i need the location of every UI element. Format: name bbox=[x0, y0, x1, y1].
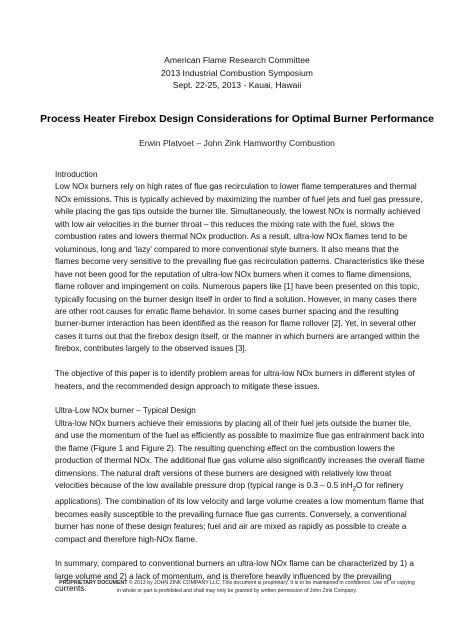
paragraph-text-part: Ultra-low NOx burners achieve their emissions by placing all of their fuel jets outside the burner tile, and use the momentum of the fuel as efficiently as possible to maximize flue gas entrainment back into the flame (Figure 1 and Figure 2). The resulting quenching effect on the combustion lowers the production of thermal NOx. The additional flue gas volume also significantly increases the overall flame dimensions. The natural draft versions of these burners are designed with relatively low throat velocities because of the low available pressure drop (typical range is 0.3 – 0.5 inH bbox=[55, 418, 425, 491]
typical-design-paragraph-2: In summary, compared to conventional burners an ultra-low NOx flame can be characterized by 1) a large volume and 2) a lack of momentum, and is therefore heavily influenced by the prevailing currents. bbox=[55, 559, 414, 594]
footer-text: © 2013 by JOHN ZINK COMPANY LLC. This document is proprietary. It is to be maintained in confidence. Use of, or copying in whole or part is prohibited and shall may only be granted by written permission of John Zink Company. bbox=[116, 580, 415, 594]
body-section-introduction bbox=[55, 169, 425, 596]
section-heading-typical-design: Ultra-Low NOx burner – Typical Design bbox=[55, 406, 196, 416]
section-heading-introduction: Introduction bbox=[55, 170, 98, 179]
footer-label: PROPRIETARY DOCUMENT bbox=[59, 580, 128, 586]
organization-name: American Flame Research Committee bbox=[164, 55, 310, 65]
subscript-text: 2 bbox=[352, 486, 356, 493]
introduction-paragraph-1: Low NOx burners rely on high rates of flue gas recirculation to lower flame temperatures and thermal NOx emissions. This is typically achieved by maximizing the number of fuel jets and fuel gas pressure, while placing the gas tips outside the burner tile. Simultaneously, the lowest NOx is normally achieved with low air velocities in the burner throat – this reduces the mixing rate with the fuel, slows the combustion rates and lowers thermal NOx production. As a result, ultra-low NOx flames tend to be voluminous, long and ‘lazy’ compared to more conventional style burners. It also means that the flames become very sensitive to the prevailing flue gas recirculation patterns. Characteristics like these have not been good for the reputation of ultra-low NOx burners when it comes to flame dimensions, flame rollover and impingement on coils. Numerous papers like [1] have been presented on this topic, typically focusing on the burner design itself in order to find a solution. However, in many cases there are other root causes for erratic flame behavior. In some cases burner spacing and the resulting burner-burner interaction has been identified as the reason for flame rollover [2]. Yet, in several other cases it turns out that the firebox design itself, or the manner in which burners are arranged within the firebox, contributes largely to the observed issues [3]. bbox=[55, 182, 425, 354]
event-name: 2013 Industrial Combustion Symposium bbox=[161, 67, 313, 78]
page-footer bbox=[58, 580, 416, 595]
paper-authors: Erwin Platvoet – John Zink Hamworthy Combustion bbox=[139, 138, 335, 148]
introduction-paragraph-2: The objective of this paper is to identify problem areas for ultra-low NOx burners in different styles of heaters, and the recommended design approach to mitigate these issues. bbox=[55, 369, 415, 391]
conference-header bbox=[0, 54, 474, 92]
paper-title: Process Heater Firebox Design Considerations for Optimal Burner Performance bbox=[40, 114, 434, 125]
typical-design-paragraph-1 bbox=[55, 418, 425, 546]
paragraph-text-part: O for refinery applications). The combination of its low velocity and large volume creates a low momentum flame that becomes easily susceptible to the prevailing furnace flue gas currents. Conversely, a conventional burner has none of these design features; fuel and air are mixed as rapidly as possible to create a compact and therefore high-NOx flame. bbox=[55, 481, 424, 544]
event-dates-location: Sept. 22-25, 2013 - Kauai, Hawaii bbox=[172, 80, 302, 91]
